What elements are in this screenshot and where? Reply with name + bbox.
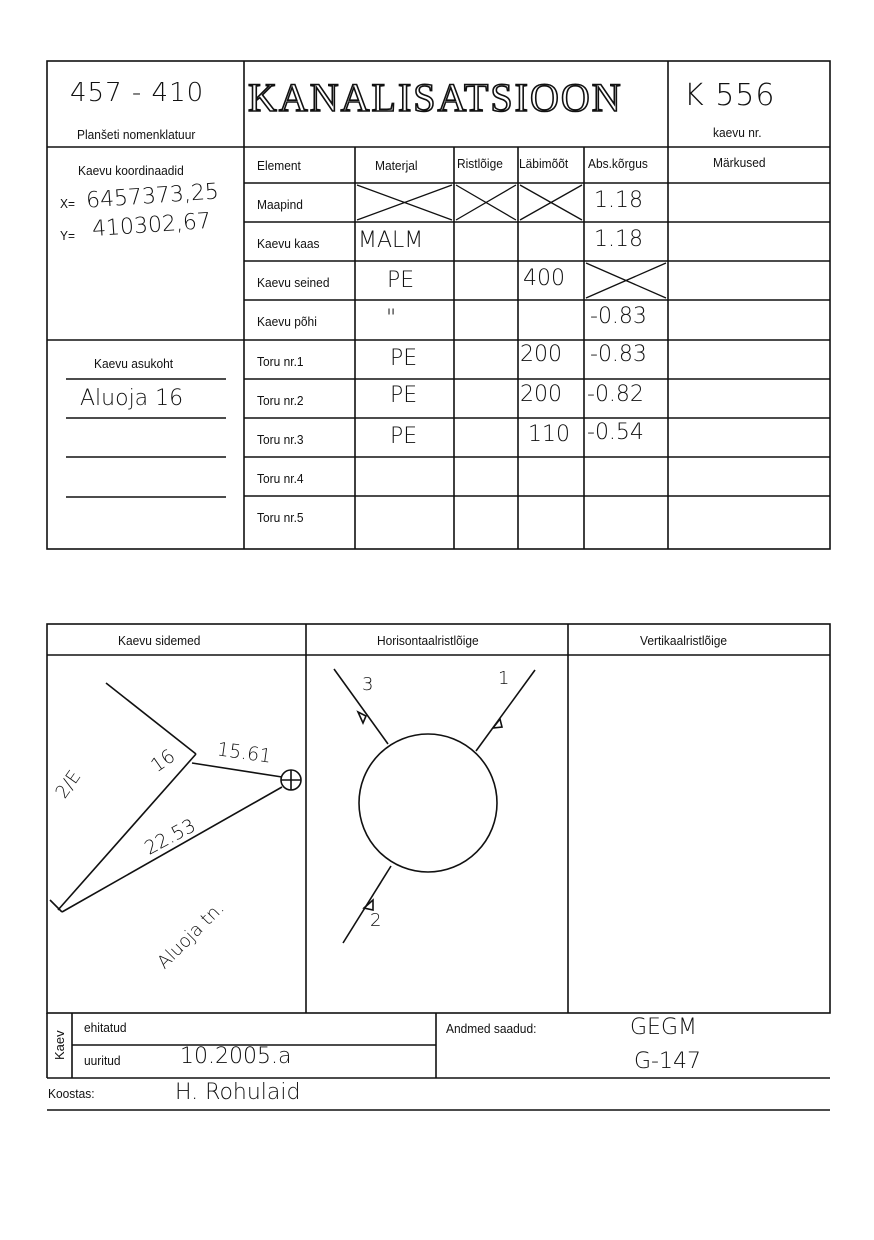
coord-x-value: 6457373,25	[85, 179, 220, 214]
row-element: Toru nr.1	[257, 354, 304, 369]
cell-material: PE	[390, 424, 418, 449]
well-number-value: K 556	[684, 78, 776, 113]
cell-height: 1.18	[594, 188, 643, 213]
cell-material: PE	[387, 268, 415, 293]
cell-diameter: 400	[523, 266, 565, 291]
row-element: Kaevu kaas	[257, 236, 320, 251]
col-header-notes: Märkused	[713, 155, 766, 170]
cell-diameter: 200	[520, 342, 562, 367]
ties-sketch	[50, 683, 301, 912]
cell-height: -0.54	[587, 420, 644, 445]
pipe-1-number: 1	[498, 668, 510, 689]
row-element: Kaevu põhi	[257, 314, 317, 329]
coord-x-label: X=	[60, 196, 75, 211]
location-label: Kaevu asukoht	[94, 356, 174, 371]
author-value: H. Rohulaid	[175, 1080, 301, 1105]
data-source-value-1: GEGM	[630, 1015, 697, 1040]
row-element: Toru nr.5	[257, 510, 304, 525]
cell-height: 1.18	[594, 227, 643, 252]
row-element: Toru nr.3	[257, 432, 304, 447]
location-value: Aluoja 16	[80, 386, 184, 411]
author-label: Koostas:	[48, 1086, 95, 1101]
building-side: 2/E	[51, 766, 86, 803]
coord-y-label: Y=	[60, 228, 75, 243]
building-number: 16	[146, 745, 180, 777]
cell-height: -0.82	[587, 382, 644, 407]
street-name: Aluoja tn.	[153, 897, 229, 974]
surveyed-label: uuritud	[84, 1053, 121, 1068]
cell-height: -0.83	[590, 304, 647, 329]
nomenclature-value: 457 - 410	[70, 78, 205, 108]
col-header-element: Element	[257, 158, 301, 173]
col-header-cross: Ristlõige	[457, 156, 503, 171]
data-source-value-2: G-147	[634, 1049, 701, 1074]
side-label: Kaev	[52, 1030, 67, 1060]
col-header-height: Abs.kõrgus	[588, 156, 648, 171]
cell-height: -0.83	[590, 342, 647, 367]
surveyed-value: 10.2005.a	[180, 1044, 292, 1069]
vertical-section-label: Vertikaalristlõige	[640, 633, 728, 648]
horizontal-section	[334, 669, 535, 943]
row-element: Toru nr.2	[257, 393, 304, 408]
cell-material: PE	[390, 346, 418, 371]
page-title: KANALISATSIOON	[248, 75, 623, 120]
row-element: Kaevu seined	[257, 275, 330, 290]
tie-distance-2: 22.53	[141, 814, 200, 860]
cell-diameter: 200	[520, 382, 562, 407]
col-header-material: Materjal	[375, 158, 418, 173]
built-label: ehitatud	[84, 1020, 127, 1035]
coords-label: Kaevu koordinaadid	[78, 163, 184, 178]
ties-label: Kaevu sidemed	[118, 633, 201, 648]
data-source-label: Andmed saadud:	[446, 1021, 537, 1036]
row-element: Maapind	[257, 197, 303, 212]
tie-distance-1: 15.61	[215, 738, 273, 768]
well-number-label: kaevu nr.	[713, 125, 762, 140]
pipe-2-number: 2	[370, 910, 382, 931]
cell-material: "	[386, 306, 397, 331]
nomenclature-label: Planšeti nomenklatuur	[77, 127, 196, 142]
pipe-3-number: 3	[362, 674, 374, 695]
cell-material: MALM	[358, 228, 424, 253]
cell-diameter: 110	[528, 422, 570, 447]
horizontal-section-label: Horisontaalristlõige	[377, 633, 479, 648]
row-element: Toru nr.4	[257, 471, 304, 486]
cell-material: PE	[390, 383, 418, 408]
coord-y-value: 410302,67	[91, 208, 212, 243]
col-header-diameter: Läbimõõt	[519, 156, 569, 171]
